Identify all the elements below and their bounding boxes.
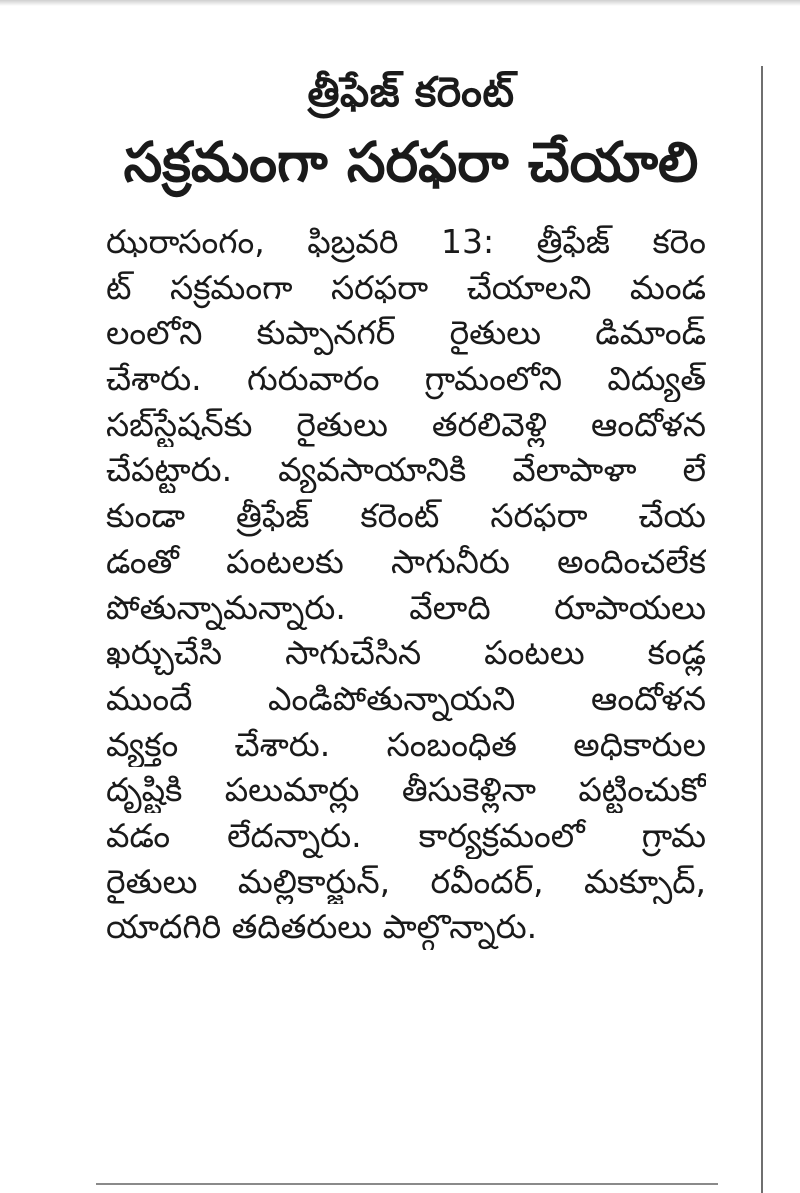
body-line: చేశారు. గురువారం గ్రామంలోని విద్యుత్ bbox=[106, 359, 706, 399]
article-kicker: త్రీఫేజ్ కరెంట్ bbox=[307, 68, 515, 116]
article-headline: సక్రమంగా సరఫరా చేయాలి bbox=[123, 130, 699, 194]
body-line: సబ్‌స్టేషన్‌కు రైతులు తరలివెళ్లి ఆందోళన bbox=[106, 404, 706, 444]
news-article bbox=[96, 64, 726, 950]
body-line: పోతున్నామన్నారు. వేలాది రూపాయలు bbox=[106, 587, 706, 627]
body-line: వ్యక్తం చేశారు. సంబంధిత అధికారుల bbox=[106, 724, 706, 764]
body-line: డంతో పంటలకు సాగునీరు అందించలేక bbox=[106, 541, 706, 581]
body-line: లంలోని కుప్పానగర్ రైతులు డిమాండ్ bbox=[106, 313, 706, 353]
body-line: ముందే ఎండిపోతున్నాయని ఆందోళన bbox=[106, 678, 706, 718]
column-divider-right bbox=[761, 66, 763, 1193]
body-line: దృష్టికి పలుమార్లు తీసుకెళ్లినా పట్టించుకో bbox=[106, 770, 706, 810]
body-line: రైతులు మల్లికార్జున్, రవీందర్, మక్సూద్, bbox=[106, 861, 706, 901]
body-line: ఖర్చుచేసి సాగుచేసిన పంటలు కండ్ల bbox=[106, 633, 706, 673]
body-line: యాదగిరి తదితరులు పాల్గొన్నారు. bbox=[106, 907, 538, 947]
body-line: చేపట్టారు. వ్యవసాయానికి వేలాపాళా లే bbox=[106, 450, 706, 490]
column-divider-bottom bbox=[96, 1183, 718, 1185]
body-line: వడం లేదన్నారు. కార్యక్రమంలో గ్రామ bbox=[106, 815, 706, 855]
article-body bbox=[96, 219, 726, 950]
body-line: ట్ సక్రమంగా సరఫరా చేయాలని మండ bbox=[106, 267, 706, 307]
body-line: ఝరాసంగం, ఫిబ్రవరి 13: త్రీఫేజ్ కరెం bbox=[106, 222, 706, 261]
body-line: కుండా త్రీఫేజ్ కరెంట్ సరఫరా చేయ bbox=[106, 496, 706, 536]
top-edge-shadow bbox=[0, 0, 800, 6]
